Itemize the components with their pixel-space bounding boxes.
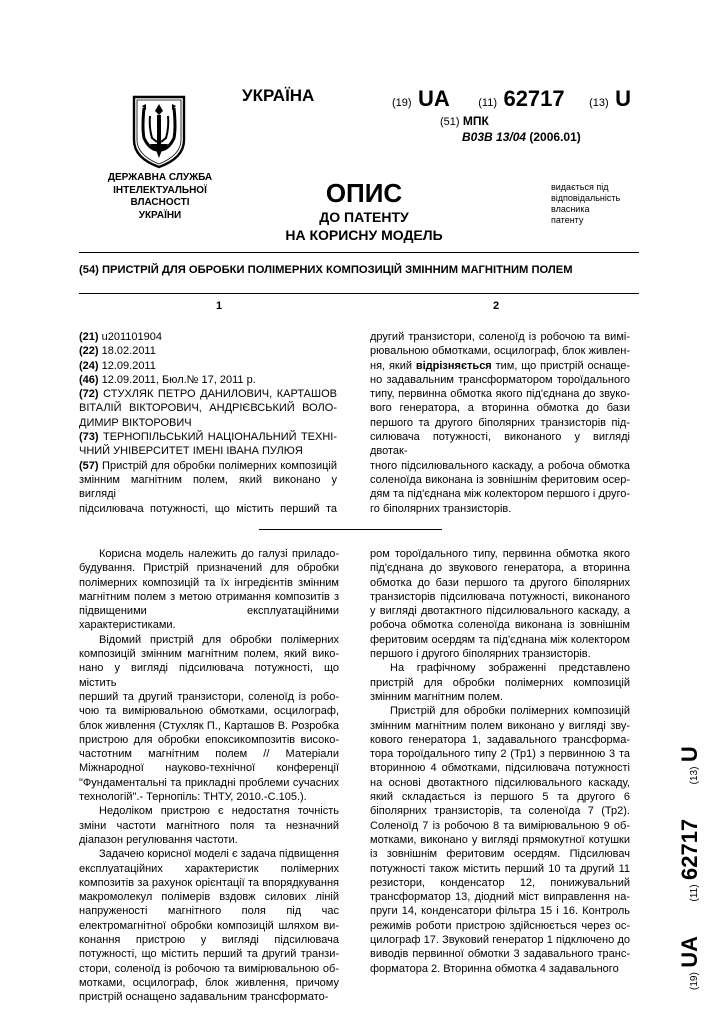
text-line: Соленоїд 7 із робочою 8 та вимірювальною 9 об- [370,819,630,832]
mpk-label: МПК [462,114,489,128]
document-subtitle-2: НА КОРИСНУ МОДЕЛЬ [285,227,443,243]
text-line: обмотка до бази першого та другого біполярних [370,576,630,589]
text-line: електромагнітної обробки композицій шляхом ви- [79,919,339,932]
text-line: пристрій для обробки полімерних композицій [370,676,630,689]
text-line: пруги 14, конденсатори фільтра 15 і 16. Контроль [370,905,630,918]
document-title: ОПИС [325,178,403,208]
text-line: біполярних транзисторів, та соленоїда 7 (Тр2). [370,805,630,818]
text-line: тного підсилювального каскаду, а робоча обмотка [370,459,630,472]
header-divider [79,252,639,253]
invention-title: (54) ПРИСТРІЙ ДЛЯ ОБРОБКИ ПОЛІМЕРНИХ КОМПОЗИЦІЙ ЗМІННИМ МАГНІТНИМ ПОЛЕМ [79,264,573,276]
text-line: потужності також містить перший 10 та другий 11 [370,862,630,875]
text-line: напруженості магнітного поля під час [79,905,339,918]
text-line: потужності, що містить перший та другий транзи- [79,948,339,961]
text-line: форматора 2. Вторинна обмотка 4 задавального [370,962,619,975]
biblio-row: (22) 18.02.2011 [79,345,156,358]
column-number-1: 1 [216,300,223,312]
text-line: макромолекул полімерів вздовж силових ліній [79,891,339,904]
text-line: На графічному зображенні представлено [390,662,630,675]
text-line: полімерних композицій та їх інгредієнтів змінним [79,576,339,589]
text-line: змінним магнітним полем виконано у вигляді зву- [370,719,630,732]
biblio-row: (46) 12.09.2011, Бюл.№ 17, 2011 р. [79,373,256,386]
text-line: пристрою для обробки епоксикомпозитів високо- [79,733,339,746]
text-line: частотним магнітним полем // Матеріали [79,748,339,761]
description-column-right [370,547,630,976]
section-divider [259,529,442,530]
text-line: підвищеними експлуатаційними характеристиками. [79,605,339,632]
text-line: "Фундаментальні та прикладні проблеми сучасних [79,776,339,789]
text-line: но задавальним трансформатором тороїдального [370,373,630,386]
patent-owner: (73) ТЕРНОПІЛЬСЬКИЙ НАЦІОНАЛЬНИЙ ТЕХНІ- ЧНИЙ УНІВЕРСИТЕТ ІМЕНІ ІВАНА ПУЛЮЯ [79,431,337,458]
text-line: резистори, конденсатор 12, понижувальний [370,876,630,889]
ipc-label [440,114,489,128]
text-line: Пристрій для обробки полімерних композицій [390,705,630,718]
text-line: блок живлення (Стухляк П., Карташов В. Розробка [79,719,339,732]
inid-code-13: (13) [589,97,609,109]
text-line: цилограф 17. Звуковий генератор 1 підключено до [370,934,630,947]
patent-office-name [88,172,232,222]
text-line: у вигляді двотактного підсилювального каскаду, а [370,605,630,618]
text-line: типу, первинна обмотка якого під'єднана до звуко- [370,388,630,401]
text-line: го біполярних транзисторів. [370,502,512,515]
text-line: режимів роботи пристрою здійснюється через ос- [370,919,630,932]
text-line: першого та другого біполярних транзисторів під- [370,416,630,429]
text-line: трансформатор 13, діодний міст виправлення на- [370,891,630,904]
office-line: ВЛАСНОСТІ [130,197,190,208]
text-line: із зовнішнім феритовим осердям. Підсилювач [370,848,630,861]
text-line: першого і другого біполярних транзисторів. [370,648,591,661]
text-line: експлуатаційних характеристик полімерних [79,862,339,875]
text-line: змінним магнітним полем. [370,690,504,703]
text-line: композицій змінним магнітним полем, який вико- [79,648,339,661]
text-line: другий транзистори, соленоїд із робочою та вимі- [370,331,630,343]
text-line: ром тороїдального типу, первинна обмотка якого [370,548,630,560]
text-line: на основі двотактного підсилювального каскаду, [370,776,630,789]
ipc-classification [462,130,581,144]
text-line: мотками, осцилограф, блок живлення, причому [79,976,339,989]
inid-code-51: (51) [440,116,460,128]
ipc-date: (2006.01) [529,130,581,144]
text-line: робоча обмотка соленоїда виконана із зовнішнім [370,619,630,632]
text-line: технологій".- Тернопіль: ТНТУ, 2010.-С.105.). [79,791,307,804]
text-line: силювача потужності, виконаного у вигляді двотак- [370,431,630,458]
text-line: стори, соленоїд із робочою та вимірювальною об- [79,962,339,975]
patent-number: 62717 [503,86,565,111]
kind-code: U [615,86,631,111]
text-line: Недоліком пристрою є недостатня точність [99,805,339,818]
text-line: будування. Пристрій призначений для обробки [79,562,339,575]
publication-number [392,86,631,112]
text-line: Відомий пристрій для обробки полімерних [99,633,339,646]
text-line: конання пристрою у вигляді підсилювача [79,934,339,947]
description-column-left [79,547,339,1005]
bibliographic-data [79,330,337,516]
text-line: вторинною 4 обмотками, підсилювача потужності [370,762,630,775]
issue-note-line: відповідальність [551,193,621,203]
inventors: (72) СТУХЛЯК ПЕТРО ДАНИЛОВИЧ, КАРТАШОВ ВІТАЛІЙ ВІКТОРОВИЧ, АНДРІЄВСЬКИЙ ВОЛО- ДИМИР ВІКТОРОВИЧ [79,388,337,429]
text-line: який складається із першого 5 та другого 6 [370,791,630,804]
office-line: УКРАЇНИ [138,209,182,221]
text-line: дям та під'єднана між колектором першого і друго- [370,488,630,501]
issue-note-line: власника [551,204,590,214]
text-line: виводів первинної обмотки 3 задавального транс- [370,948,630,961]
biblio-row: (24) 12.09.2011 [79,359,156,372]
text-line: феритовим осердям та під'єднана між колектором [370,633,630,646]
claim-continuation [370,330,630,516]
text-line: чою та вимірювальною обмотками, осцилограф, [79,705,339,718]
text-line: Задачею корисної моделі є задача підвищення [99,848,339,861]
text-line: перший та другий транзистори, соленоїд із робо- [79,690,339,703]
text-line: нано у вигляді підсилювача потужності, що містить [79,662,339,689]
issue-note [551,182,620,226]
text-line: діапазон регулювання частоти. [79,833,238,846]
margin-patent-number: (19) UA (11) 62717 (13) U [677,746,702,990]
coat-of-arms-emblem [130,94,188,170]
text-line: пристрій оснащено задавальним трансформато- [79,991,329,1004]
text-line: ня, який відрізняється тим, що пристрій оснаще- [370,359,630,372]
text-line: вого генератора, а вторинна обмотка до бази [370,402,630,415]
text-line: кового генератора 1, задавального трансформа- [370,733,630,746]
title-divider [79,293,639,294]
text-line: тора тороїдального типу 2 (Тр1) з первинною 3 та [370,748,630,761]
claim-start: (57) Пристрій для обробки полімерних композицій змінним магнітним полем, який виконано у вигляді підсилювача потужності, що містить перший та [79,459,337,515]
country-code: UA [418,86,450,111]
ipc-class: B03B 13/04 [462,130,527,144]
office-line: ДЕРЖАВНА СЛУЖБА [107,172,213,183]
office-line: ІНТЕЛЕКТУАЛЬНОЇ [113,184,207,196]
text-line: соленоїда виконана із зовнішнім феритовим осер- [370,473,630,486]
biblio-row: (21) u201101904 [79,331,162,343]
text-line: композитів за рахунок орієнтації та впорядкування [79,876,339,889]
text-line: магнітним полем з метою отримання композитів з [79,590,339,603]
text-line: зміни частоти магнітного поля та незначний [79,819,339,832]
text-line: транзисторів підсилювача потужності, виконаного [370,590,630,603]
inid-code-19: (19) [392,97,412,109]
document-subtitle-1: ДО ПАТЕНТУ [319,209,409,225]
text-line: мотками, виконано у вигляді прямокутної котушки [370,833,630,846]
column-number-2: 2 [493,300,500,312]
country-name: УКРАЇНА [242,86,315,105]
inid-code-11: (11) [478,97,497,109]
text-line: рювальною обмотками, осцилограф, блок живлен- [370,345,630,358]
text-line: Корисна модель належить до галузі приладо- [99,548,339,560]
issue-note-line: патенту [551,215,584,225]
text-line: Міжнародної науково-технічної конференції [79,762,339,775]
text-line: під'єднана до звукового генератора, а вторинна [370,562,630,575]
issue-note-line: видається під [551,182,609,192]
